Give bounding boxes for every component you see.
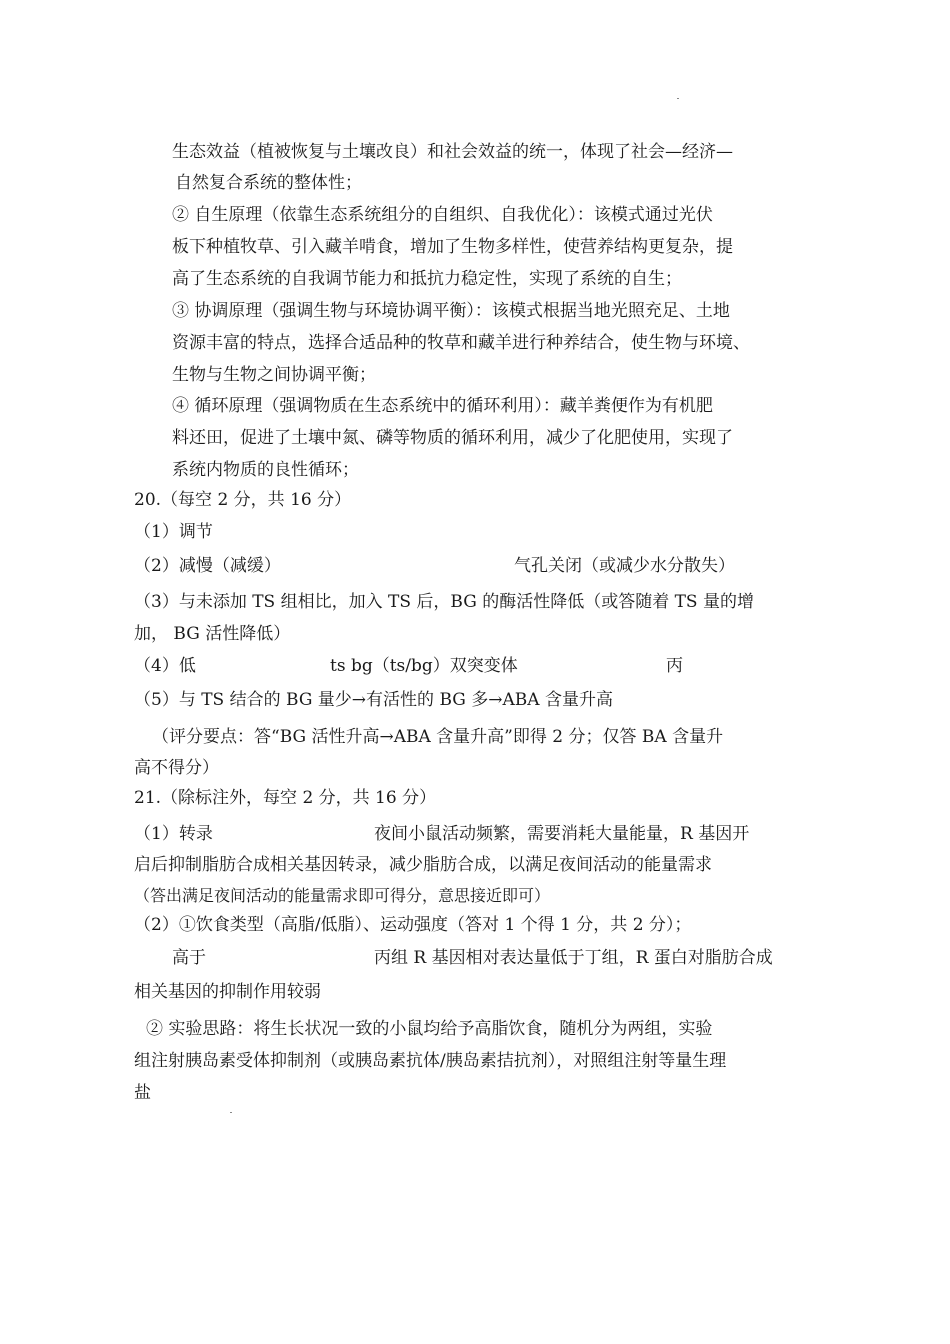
answer-line: （4）低 bbox=[134, 656, 196, 676]
scoring-note: （答出满足夜间活动的能量需求即可得分，意思接近即可） bbox=[134, 886, 551, 905]
text-line: 生态效益（植被恢复与土壤改良）和社会效益的统一，体现了社会—经济— bbox=[172, 142, 733, 162]
text-line: 生物与生物之间协调平衡； bbox=[172, 365, 376, 385]
text-line: 板下种植牧草、引入藏羊啃食，增加了生物多样性，使营养结构更复杂，提 bbox=[172, 237, 733, 257]
page-mark bbox=[230, 1112, 232, 1113]
text-line: ② 自生原理（依靠生态系统组分的自组织、自我优化）：该模式通过光伏 bbox=[172, 205, 713, 225]
answer-line: （2）减慢（减缓） bbox=[134, 556, 281, 576]
text-line: ③ 协调原理（强调生物与环境协调平衡）：该模式根据当地光照充足、土地 bbox=[172, 301, 730, 321]
answer-line: 丙 bbox=[666, 656, 683, 676]
text-line: 料还田，促进了土壤中氮、磷等物质的循环利用，减少了化肥使用，实现了 bbox=[172, 428, 733, 448]
answer-line: 丙组 R 基因相对表达量低于丁组，R 蛋白对脂肪合成 bbox=[374, 948, 773, 968]
text-line: 系统内物质的良性循环； bbox=[172, 460, 359, 480]
answer-line: 相关基因的抑制作用较弱 bbox=[134, 982, 321, 1002]
page-mark bbox=[677, 98, 679, 99]
answer-line: （1）调节 bbox=[134, 522, 213, 542]
text-line: 自然复合系统的整体性； bbox=[175, 173, 362, 193]
text-line: 资源丰富的特点，选择合适品种的牧草和藏羊进行种养结合，使生物与环境、 bbox=[172, 333, 750, 353]
answer-line: 启后抑制脂肪合成相关基因转录，减少脂肪合成，以满足夜间活动的能量需求 bbox=[134, 855, 712, 875]
text-line: 高了生态系统的自我调节能力和抵抗力稳定性，实现了系统的自生； bbox=[172, 269, 682, 289]
answer-line: （1）转录 bbox=[134, 824, 213, 844]
answer-line: ts bg（ts/bg）双突变体 bbox=[330, 656, 518, 676]
text-line: ④ 循环原理（强调物质在生态系统中的循环利用）：藏羊粪便作为有机肥 bbox=[172, 396, 713, 416]
answer-line: 气孔关闭（或减少水分散失） bbox=[514, 556, 735, 576]
scoring-note: 高不得分） bbox=[134, 758, 219, 778]
question-20-header: 20.（每空 2 分，共 16 分） bbox=[134, 490, 352, 510]
answer-line: 加， BG 活性降低） bbox=[134, 624, 291, 644]
answer-line: （2）①饮食类型（高脂/低脂）、运动强度（答对 1 个得 1 分，共 2 分）； bbox=[134, 915, 692, 935]
answer-line: 夜间小鼠活动频繁，需要消耗大量能量，R 基因开 bbox=[374, 824, 750, 844]
scoring-note: （评分要点：答“BG 活性升高→ABA 含量升高”即得 2 分；仅答 BA 含量升 bbox=[152, 727, 724, 747]
answer-line: 盐 bbox=[134, 1083, 151, 1103]
answer-line: ② 实验思路：将生长状况一致的小鼠均给予高脂饮食，随机分为两组，实验 bbox=[146, 1019, 713, 1039]
answer-line: 高于 bbox=[172, 948, 206, 968]
answer-line: （5）与 TS 结合的 BG 量少→有活性的 BG 多→ABA 含量升高 bbox=[134, 690, 613, 710]
question-21-header: 21.（除标注外，每空 2 分，共 16 分） bbox=[134, 788, 437, 808]
answer-line: 组注射胰岛素受体抑制剂（或胰岛素抗体/胰岛素拮抗剂），对照组注射等量生理 bbox=[134, 1051, 727, 1071]
answer-line: （3）与未添加 TS 组相比，加入 TS 后，BG 的酶活性降低（或答随着 TS 量的增 bbox=[134, 592, 754, 612]
